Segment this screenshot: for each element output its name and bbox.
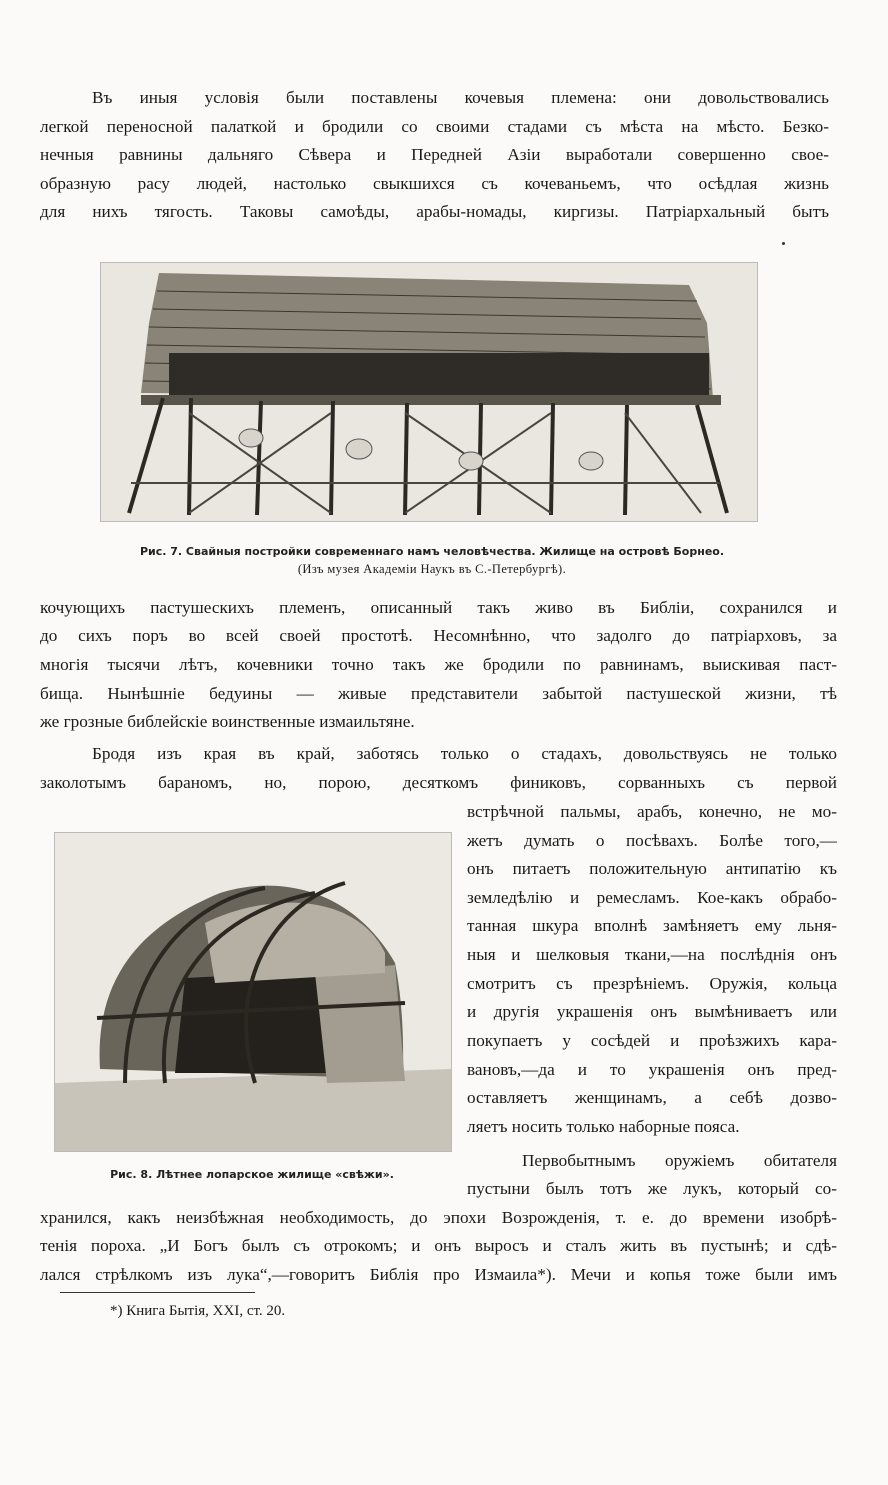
p2-line-2: до сихъ поръ во всей своей простотѣ. Несомнѣнно, что задолго до патріарховъ, за bbox=[40, 626, 837, 645]
figure-8-caption: Рис. 8. Лѣтнее лопарское жилище «свѣжи». bbox=[110, 1168, 394, 1181]
p3-narrow-6: ныя и шелковыя ткани,—на послѣднія онъ bbox=[467, 945, 837, 964]
p3-narrow-5: танная шкура вполнѣ замѣняетъ ему льня- bbox=[467, 916, 837, 935]
p1-line-3: нечныя равнины дальняго Сѣвера и Передней Азіи выработали совершенно свое- bbox=[40, 145, 829, 164]
footnote: *) Книга Бытія, XXI, ст. 20. bbox=[110, 1303, 286, 1319]
figure-8-image bbox=[54, 832, 452, 1152]
p4-narrow-2: пустыни былъ тотъ же лукъ, который со- bbox=[467, 1179, 837, 1198]
lapp-dwelling-illustration bbox=[55, 833, 451, 1151]
stray-mark bbox=[782, 242, 785, 245]
p3-narrow-4: земледѣлію и ремесламъ. Кое-какъ обрабо- bbox=[467, 888, 837, 907]
p1-line-2: легкой переносной палаткой и бродили со своими стадами съ мѣста на мѣсто. Безко- bbox=[40, 117, 829, 136]
stilt-house-illustration bbox=[101, 263, 757, 521]
p2-line-5: же грозные библейскіе воинственные измаильтяне. bbox=[40, 712, 415, 731]
p3-narrow-3: онъ питаетъ положительную антипатію къ bbox=[467, 859, 837, 878]
footnote-rule bbox=[60, 1292, 255, 1293]
p3-line-1: Бродя изъ края въ край, заботясь только о стадахъ, довольствуясь не только bbox=[92, 744, 837, 763]
figure-7-subcaption: (Изъ музея Академіи Наукъ въ С.-Петербургѣ). bbox=[297, 562, 567, 576]
p3-narrow-7: смотритъ съ презрѣніемъ. Оружія, кольца bbox=[467, 974, 837, 993]
p2-line-4: бища. Нынѣшніе бедуины — живые представители забытой пастушеской жизни, тѣ bbox=[40, 684, 837, 703]
p3-line-2: заколотымъ бараномъ, но, порою, десяткомъ финиковъ, сорванныхъ съ первой bbox=[40, 773, 837, 792]
p2-line-3: многія тысячи лѣтъ, кочевники точно такъ же бродили по равнинамъ, выискивая паст- bbox=[40, 655, 837, 674]
p3-narrow-12: ляетъ носить только наборные пояса. bbox=[467, 1117, 740, 1136]
p4-line-3: лался стрѣлкомъ изъ лука“,—говоритъ Библія про Измаила*). Мечи и копья тоже были имъ bbox=[40, 1265, 837, 1284]
figure-7-caption: Рис. 7. Свайныя постройки современнаго намъ человѣчества. Жилище на островѣ Борнео. bbox=[139, 545, 725, 558]
p3-narrow-1: встрѣчной пальмы, арабъ, конечно, не мо- bbox=[467, 802, 837, 821]
p2-line-1: кочующихъ пастушескихъ племенъ, описанный такъ живо въ Библіи, сохранился и bbox=[40, 598, 837, 617]
figure-7-image bbox=[100, 262, 758, 522]
p3-narrow-11: оставляетъ женщинамъ, а себѣ дозво- bbox=[467, 1088, 837, 1107]
p1-line-4: образную расу людей, настолько свыкшихся съ кочеваньемъ, что осѣдлая жизнь bbox=[40, 174, 829, 193]
p4-narrow-1: Первобытнымъ оружіемъ обитателя bbox=[522, 1151, 837, 1170]
p4-line-2: тенія пороха. „И Богъ былъ съ отрокомъ; и онъ выросъ и сталъ жить въ пустынѣ; и сдѣ- bbox=[40, 1236, 837, 1255]
p3-narrow-8: и другія украшенія онъ вымѣниваетъ или bbox=[467, 1002, 837, 1021]
p3-narrow-10: вановъ,—да и то украшенія онъ пред- bbox=[467, 1060, 837, 1079]
p1-line-1: Въ иныя условія были поставлены кочевыя племена: они довольствовались bbox=[92, 88, 829, 107]
p1-line-5: для нихъ тягость. Таковы самоѣды, арабы-номады, киргизы. Патріархальный бытъ bbox=[40, 202, 829, 221]
p4-line-1: хранился, какъ неизбѣжная необходимость, до эпохи Возрожденія, т. е. до времени изобрѣ- bbox=[40, 1208, 837, 1227]
p3-narrow-2: жетъ думать о посѣвахъ. Болѣе того,— bbox=[467, 831, 837, 850]
p3-narrow-9: покупаетъ у сосѣдей и проѣзжихъ кара- bbox=[467, 1031, 837, 1050]
